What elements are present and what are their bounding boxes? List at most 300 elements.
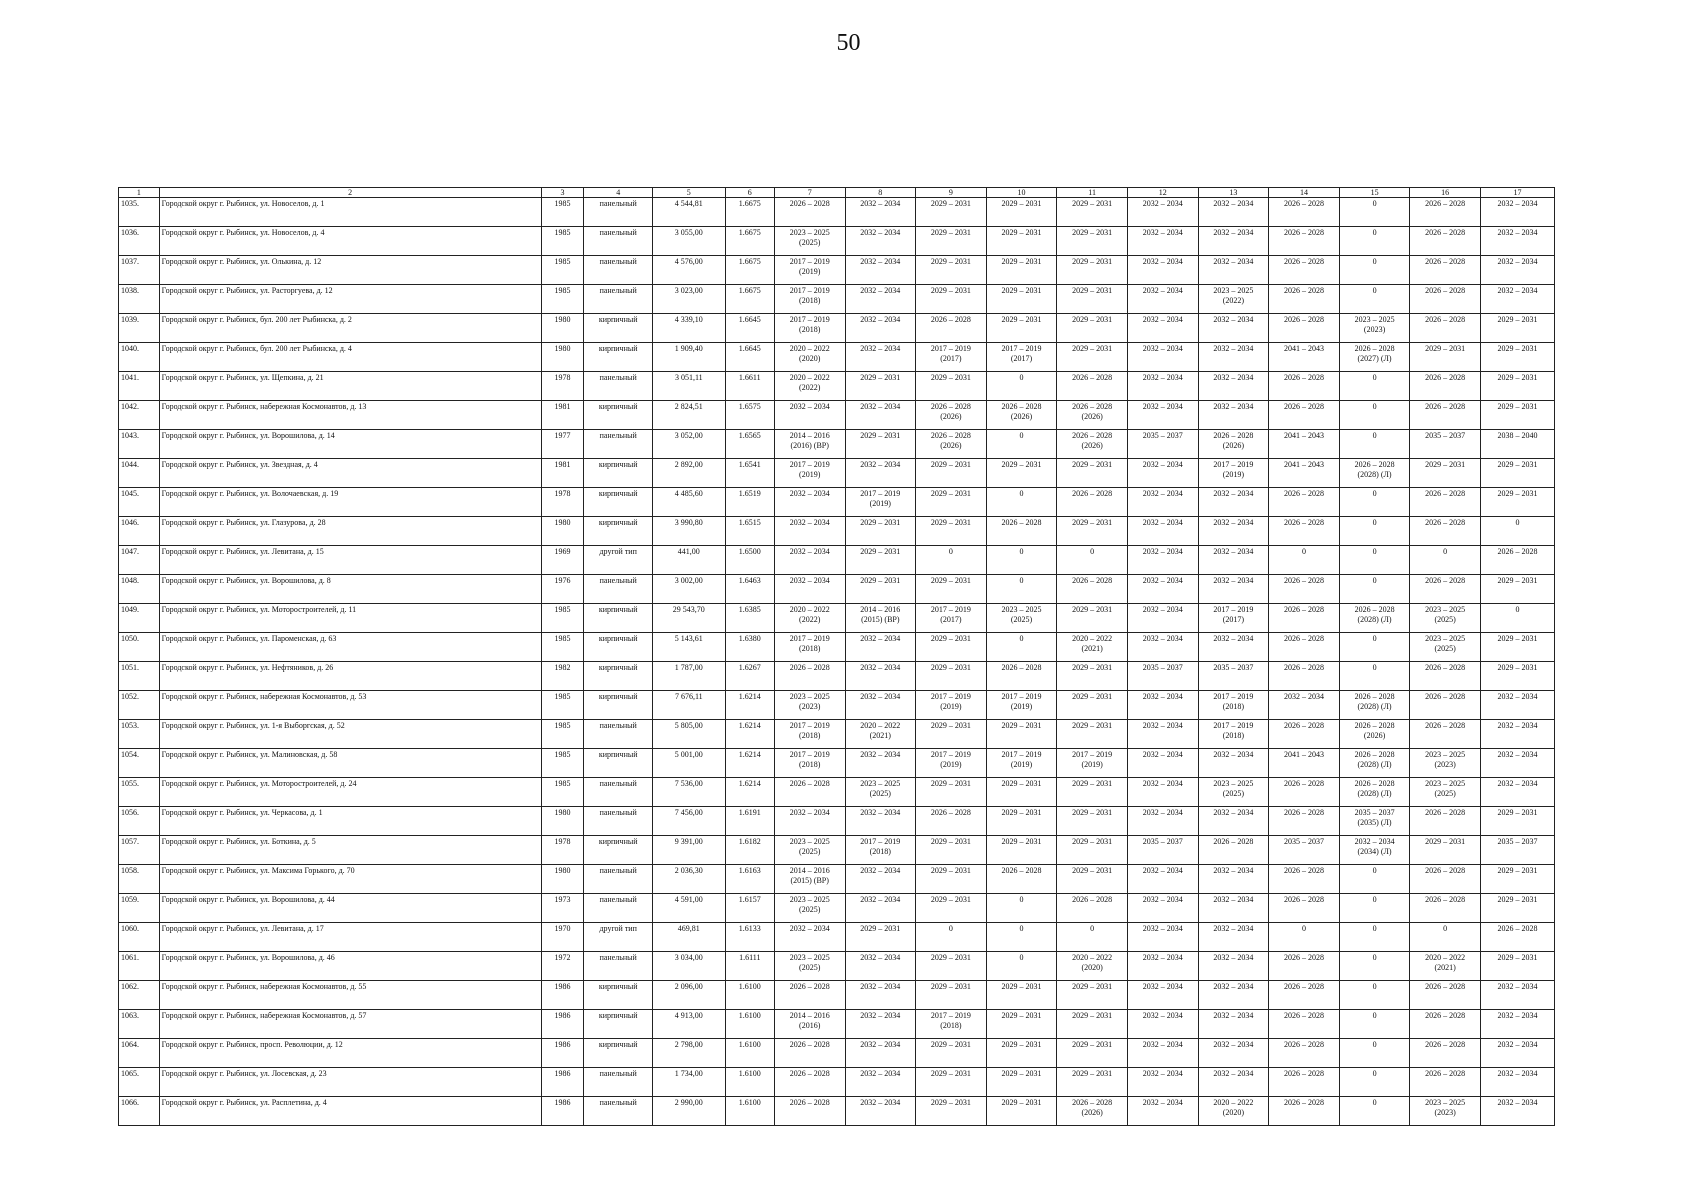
table-cell [541,227,584,256]
table-cell [1269,865,1340,894]
table-cell [584,488,652,517]
cell-text: 2026 – 2028 [1072,402,1113,411]
table-cell [1057,1068,1128,1097]
cell-text: 2032 – 2034 [860,808,901,817]
cell-text: 2032 – 2034 [860,228,901,237]
cell-text: 1977 [554,431,571,440]
cell-text: 2029 – 2031 [1072,837,1113,846]
cell-text: 2026 – 2028 [1425,721,1466,730]
table-row [119,691,1555,720]
table-cell [541,633,584,662]
table-row [119,401,1555,430]
table-cell [541,894,584,923]
table-cell [725,604,774,633]
table-cell [1198,894,1269,923]
cell-text: 0 [1515,518,1520,527]
cell-text: 2017 – 2019 [1072,750,1113,759]
cell-text: 2026 – 2028 [1354,750,1395,759]
table-cell [1339,575,1410,604]
table-cell [1339,778,1410,807]
cell-text: 2026 – 2028 [1283,228,1324,237]
cell-text: 2032 – 2034 [1213,257,1254,266]
table-cell [541,256,584,285]
table-cell [1480,981,1554,1010]
cell-text: 1.6163 [738,866,761,875]
cell-text: 2017 – 2019 [789,721,830,730]
table-cell [1127,314,1198,343]
table-cell [1269,343,1340,372]
cell-text: 2014 – 2016 [860,605,901,614]
cell-text: 1064. [121,1040,139,1049]
cell-text: 1036. [121,228,139,237]
table-cell [1480,836,1554,865]
table-cell [774,633,845,662]
table-cell [774,227,845,256]
table-cell [1127,430,1198,459]
cell-note: (2015) (ВР) [790,876,829,885]
table-cell [584,256,652,285]
table-cell [541,865,584,894]
cell-text: 2032 – 2034 [789,808,830,817]
cell-note: (2020) [1081,963,1103,972]
row-number-cell [119,372,160,401]
cell-text: 2026 – 2028 [1072,373,1113,382]
cell-text: 1976 [554,576,571,585]
cell-text: 1055. [121,779,139,788]
cell-text: 2026 – 2028 [1425,692,1466,701]
table-cell [1127,1068,1198,1097]
cell-text: 1 734,00 [674,1069,703,1078]
cell-text: 1.6214 [738,750,761,759]
cell-text: 0 [1372,402,1377,411]
cell-text: 2026 – 2028 [1425,576,1466,585]
cell-text: 2032 – 2034 [1142,895,1183,904]
table-cell [652,401,725,430]
table-cell [1269,256,1340,285]
table-cell [652,923,725,952]
cell-note: (2016) (ВР) [790,441,829,450]
cell-text: панельный [599,895,637,904]
cell-text: 2026 – 2028 [1283,373,1324,382]
table-cell [845,604,916,633]
cell-text: 2026 – 2028 [1283,402,1324,411]
column-header: 17 [1480,188,1554,198]
table-cell [1480,430,1554,459]
table-cell [1410,285,1481,314]
cell-text: 2020 – 2022 [789,373,830,382]
table-cell [652,546,725,575]
cell-text: 2029 – 2031 [1497,460,1538,469]
cell-text: Городской округ г. Рыбинск, ул. Щепкина, д. 21 [161,373,324,382]
column-header: 14 [1269,188,1340,198]
table-cell [774,575,845,604]
row-number-cell [119,256,160,285]
cell-text: 2041 – 2043 [1283,344,1324,353]
cell-text: 2029 – 2031 [1072,866,1113,875]
table-row [119,1039,1555,1068]
cell-text: кирпичный [598,402,638,411]
table-cell [1410,807,1481,836]
table-row [119,459,1555,488]
table-cell [584,894,652,923]
cell-text: 2032 – 2034 [1142,808,1183,817]
cell-text: 2026 – 2028 [1425,808,1466,817]
table-cell [1198,691,1269,720]
column-header: 7 [774,188,845,198]
column-header: 4 [584,188,652,198]
table-cell [725,749,774,778]
cell-text: 2 036,30 [674,866,703,875]
cell-text: панельный [599,199,637,208]
cell-text: 1982 [554,663,571,672]
table-cell [1410,633,1481,662]
cell-text: Городской округ г. Рыбинск, ул. Левитана, д. 17 [161,924,324,933]
table-cell [1057,836,1128,865]
address-cell [159,314,541,343]
table-cell [916,546,987,575]
table-row [119,256,1555,285]
table-cell [986,923,1057,952]
cell-text: 2032 – 2034 [860,982,901,991]
cell-text: 1065. [121,1069,139,1078]
table-cell [725,923,774,952]
table-cell [1410,1068,1481,1097]
table-row [119,227,1555,256]
cell-text: 1.6575 [738,402,761,411]
cell-text: 1.6133 [738,924,761,933]
table-row [119,952,1555,981]
cell-text: 2032 – 2034 [1213,895,1254,904]
cell-text: 2029 – 2031 [1497,953,1538,962]
table-row [119,604,1555,633]
cell-text: 2023 – 2025 [789,953,830,962]
cell-text: 2032 – 2034 [1142,315,1183,324]
cell-text: Городской округ г. Рыбинск, ул. Моторостроителей, д. 11 [161,605,357,614]
cell-text: 2029 – 2031 [1072,344,1113,353]
cell-text: 2023 – 2025 [789,895,830,904]
table-cell [584,952,652,981]
cell-text: 2026 – 2028 [1283,982,1324,991]
cell-text: 2026 – 2028 [1213,837,1254,846]
column-header: 13 [1198,188,1269,198]
table-cell [725,314,774,343]
table-cell [1339,343,1410,372]
cell-text: 2032 – 2034 [860,895,901,904]
cell-text: 2026 – 2028 [1425,402,1466,411]
cell-text: 2026 – 2028 [1354,344,1395,353]
cell-text: 2029 – 2031 [1425,344,1466,353]
table-cell [845,459,916,488]
table-cell [986,749,1057,778]
cell-text: 2029 – 2031 [930,576,971,585]
cell-text: 7 456,00 [674,808,703,817]
table-cell [725,198,774,227]
table-cell [1198,1010,1269,1039]
cell-text: 2026 – 2028 [1425,982,1466,991]
cell-text: 2023 – 2025 [1425,605,1466,614]
table-cell [1057,894,1128,923]
cell-text: 0 [1090,924,1095,933]
table-cell [916,691,987,720]
cell-text: кирпичный [598,837,638,846]
cell-note: (2018) [1222,702,1245,711]
table-cell [845,981,916,1010]
table-cell [774,1010,845,1039]
cell-text: 0 [1372,924,1377,933]
cell-text: 1046. [121,518,139,527]
table-cell [916,430,987,459]
table-cell [1198,1039,1269,1068]
column-header: 6 [725,188,774,198]
table-cell [1198,1068,1269,1097]
row-number-cell [119,430,160,459]
table-cell [1057,430,1128,459]
cell-text: 2035 – 2037 [1142,431,1183,440]
table-cell [652,285,725,314]
table-cell [1480,401,1554,430]
table-cell [1480,256,1554,285]
table-cell [541,749,584,778]
table-row [119,662,1555,691]
table-cell [1127,894,1198,923]
cell-text: 2026 – 2028 [1425,199,1466,208]
row-number-cell [119,604,160,633]
table-cell [1480,778,1554,807]
table-cell [652,459,725,488]
cell-text: 2029 – 2031 [1072,286,1113,295]
cell-text: 2032 – 2034 [1213,924,1254,933]
table-row [119,314,1555,343]
table-cell [1480,285,1554,314]
cell-text: 2026 – 2028 [930,315,971,324]
table-cell [1410,372,1481,401]
cell-text: 2023 – 2025 [1354,315,1395,324]
table-cell [584,1068,652,1097]
cell-text: 0 [1372,576,1377,585]
table-cell [845,720,916,749]
column-number-header [119,188,1555,198]
cell-text: 2032 – 2034 [1142,344,1183,353]
table-cell [1198,633,1269,662]
table-cell [1198,575,1269,604]
cell-text: Городской округ г. Рыбинск, ул. Ворошилова, д. 8 [161,576,331,585]
cell-note: (2017) [1010,354,1033,363]
table-cell [1339,459,1410,488]
cell-text: 2020 – 2022 [789,344,830,353]
cell-text: 2029 – 2031 [1001,1069,1042,1078]
table-cell [845,749,916,778]
cell-text: 1986 [554,982,571,991]
cell-note: (2026) [1222,441,1245,450]
table-cell [1198,720,1269,749]
table-cell [1339,952,1410,981]
cell-text: Городской округ г. Рыбинск, бул. 200 лет Рыбинска, д. 2 [161,315,352,324]
header-row [119,188,1555,198]
cell-text: 2029 – 2031 [1497,373,1538,382]
cell-note: (2025) [799,847,821,856]
cell-text: 2 990,00 [674,1098,703,1107]
cell-text: 441,00 [677,547,700,556]
cell-text: 2026 – 2028 [1425,866,1466,875]
cell-text: 1057. [121,837,139,846]
cell-text: 2032 – 2034 [1213,228,1254,237]
table-cell [541,372,584,401]
cell-text: 1972 [554,953,571,962]
table-cell [584,517,652,546]
table-cell [986,459,1057,488]
table-cell [845,894,916,923]
cell-text: 2032 – 2034 [860,402,901,411]
table-cell [916,923,987,952]
cell-note: (2027) (Л) [1357,354,1392,363]
table-cell [1480,1010,1554,1039]
table-cell [916,807,987,836]
table-cell [1480,633,1554,662]
cell-text: 2032 – 2034 [860,1069,901,1078]
table-cell [652,198,725,227]
cell-text: 2026 – 2028 [1072,895,1113,904]
cell-note: (2018) [940,1021,962,1030]
cell-note: (2025) [1434,789,1456,798]
address-cell [159,227,541,256]
cell-text: 9 391,00 [674,837,703,846]
cell-text: 2029 – 2031 [1072,518,1113,527]
cell-text: 0 [1019,634,1024,643]
cell-text: 2032 – 2034 [1213,344,1254,353]
cell-text: 3 034,00 [674,953,703,962]
table-cell [1480,691,1554,720]
table-cell [541,285,584,314]
table-cell [916,604,987,633]
cell-text: 2026 – 2028 [789,982,830,991]
cell-note: (2028) (Л) [1357,470,1392,479]
cell-text: 2026 – 2028 [789,199,830,208]
cell-text: кирпичный [598,344,638,353]
table-cell [986,227,1057,256]
table-row [119,807,1555,836]
cell-text: 2032 – 2034 [1142,924,1183,933]
table-cell [725,1068,774,1097]
cell-text: 2029 – 2031 [930,518,971,527]
table-cell [1410,488,1481,517]
table-cell [1198,807,1269,836]
cell-text: 2032 – 2034 [1213,576,1254,585]
cell-text: панельный [599,373,637,382]
cell-text: 1.6385 [738,605,761,614]
cell-text: 2032 – 2034 [1497,1098,1538,1107]
table-cell [845,198,916,227]
address-cell [159,343,541,372]
table-cell [986,488,1057,517]
cell-text: 2026 – 2028 [789,1069,830,1078]
table-cell [584,836,652,865]
row-number-cell [119,807,160,836]
table-cell [845,546,916,575]
table-cell [1339,1068,1410,1097]
table-cell [1127,1097,1198,1126]
cell-text: 2026 – 2028 [1283,721,1324,730]
cell-text: 0 [1019,489,1024,498]
table-cell [916,256,987,285]
table-cell [774,604,845,633]
table-cell [774,691,845,720]
table-cell [1127,575,1198,604]
row-number-cell [119,865,160,894]
table-cell [584,778,652,807]
table-cell [1410,604,1481,633]
table-cell [774,488,845,517]
cell-text: 2029 – 2031 [1072,692,1113,701]
cell-text: 2020 – 2022 [1072,634,1113,643]
cell-note: (2017) [1222,615,1245,624]
table-cell [725,1039,774,1068]
cell-text: 2032 – 2034 [1497,257,1538,266]
cell-text: 1060. [121,924,139,933]
cell-text: 0 [1443,924,1448,933]
cell-text: 1981 [554,402,571,411]
address-cell [159,952,541,981]
table-cell [1339,923,1410,952]
cell-text: 2029 – 2031 [1072,1069,1113,1078]
cell-text: 1980 [554,518,571,527]
table-cell [986,575,1057,604]
table-cell [652,604,725,633]
table-cell [584,1039,652,1068]
table-cell [1339,1039,1410,1068]
table-row [119,981,1555,1010]
cell-text: 2035 – 2037 [1142,837,1183,846]
table-cell [1127,662,1198,691]
table-cell [1339,981,1410,1010]
column-header: 3 [541,188,584,198]
table-cell [986,633,1057,662]
cell-text: 2029 – 2031 [860,518,901,527]
cell-note: (2017) [940,615,962,624]
table-cell [1057,865,1128,894]
address-cell [159,459,541,488]
table-cell [1269,923,1340,952]
cell-text: 2035 – 2037 [1283,837,1324,846]
cell-text: панельный [599,779,637,788]
cell-text: 1985 [554,721,571,730]
table-cell [1127,517,1198,546]
cell-text: 1.6191 [738,808,761,817]
cell-text: 2032 – 2034 [1142,460,1183,469]
table-cell [725,981,774,1010]
cell-text: 2029 – 2031 [1072,460,1113,469]
cell-text: кирпичный [598,982,638,991]
cell-text: 2017 – 2019 [930,344,971,353]
table-cell [845,575,916,604]
cell-text: 3 055,00 [674,228,703,237]
cell-text: 1.6380 [738,634,761,643]
address-cell [159,1039,541,1068]
cell-text: 7 676,11 [674,692,703,701]
table-cell [1480,517,1554,546]
table-cell [1339,894,1410,923]
table-cell [916,1097,987,1126]
cell-text: 4 591,00 [674,895,703,904]
table-cell [916,1068,987,1097]
cell-text: 2029 – 2031 [1001,1098,1042,1107]
cell-text: 2026 – 2028 [1425,373,1466,382]
table-row [119,430,1555,459]
table-cell [1198,372,1269,401]
cell-text: 1.6611 [738,373,761,382]
table-cell [1198,517,1269,546]
table-cell [1057,749,1128,778]
table-row [119,372,1555,401]
